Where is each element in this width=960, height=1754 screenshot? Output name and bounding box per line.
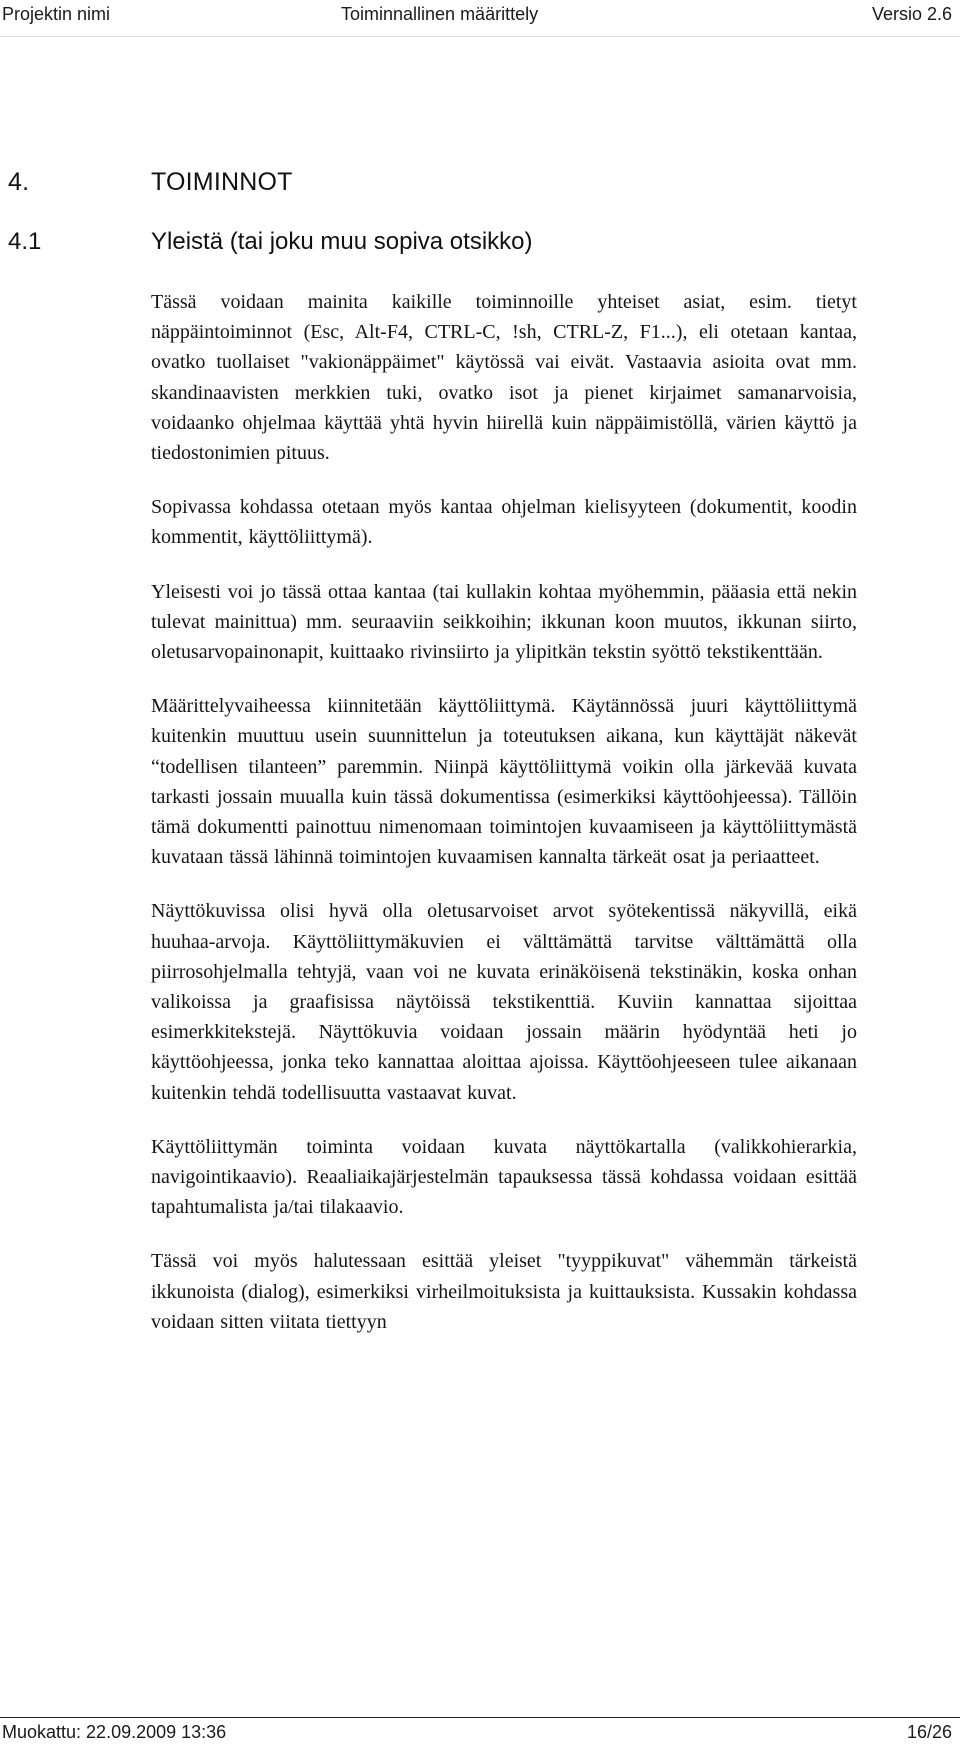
section-title: TOIMINNOT bbox=[151, 168, 293, 196]
paragraph: Tässä voi myös halutessaan esittää yleiset "tyyppikuvat" vähemmän tärkeistä ikkunoista (dialog), esimerkiksi virheilmoituksista ja kuittauksista. Kussakin kohdassa voidaan sitten viitata tiettyyn bbox=[151, 1250, 857, 1333]
paragraph: Yleisesti voi jo tässä ottaa kantaa (tai kullakin kohtaa myöhemmin, pääasia että nekin tulevat mainittua) mm. seuraaviin seikkoihin; ikkunan koon muutos, ikkunan siirto, oletusarvopainonapit, kuittaako rivinsiirto ja ylipitkän tekstin syöttö tekstikenttään. bbox=[151, 580, 857, 664]
page-header bbox=[0, 0, 960, 40]
paragraph: Käyttöliittymän toiminta voidaan kuvata näyttökartalla (valikkohierarkia, navigointikaavio). Reaaliaikajärjestelmän tapauksessa tässä kohdassa voidaan esittää tapahtumalista ja/tai tilakaavio. bbox=[151, 1135, 857, 1219]
footer-modified-date: Muokattu: 22.09.2009 13:36 bbox=[2, 1722, 227, 1742]
footer-divider bbox=[0, 1717, 960, 1718]
footer-page-number: 16/26 bbox=[906, 1722, 952, 1742]
subsection-title: Yleistä (tai joku muu sopiva otsikko) bbox=[151, 228, 533, 255]
header-document-type: Toiminnallinen määrittely bbox=[341, 4, 539, 24]
paragraph: Näyttökuvissa olisi hyvä olla oletusarvoiset arvot syötekentissä näkyvillä, eikä huuhaa-arvoja. Käyttöliittymäkuvien ei välttämättä tarvitse välttämättä olla piirrosohjelmalla tehtyjä, vaan voi ne kuvata erinäköisenä tekstinäkin, koska onhan valikoissa ja graafisissa näytöissä tekstikenttiä. Kuviin kannattaa sijoittaa esimerkkitekstejä. Näyttökuvia voidaan jossain määrin hyödyntää heti jo käyttöohjeessa, jonka teko kannattaa aloittaa ajoissa. Käyttöohjeeseen tulee aikanaan kuitenkin tehdä todellisuutta vastaavat kuvat. bbox=[151, 900, 857, 1104]
header-divider bbox=[0, 36, 960, 37]
paragraph: Tässä voidaan mainita kaikille toiminnoille yhteiset asiat, esim. tietyt näppäintoiminnot (Esc, Alt-F4, CTRL-C, !sh, CTRL-Z, F1...), eli otetaan kantaa, ovatko tuollaiset "vakionäppäimet" käytössä vai eivät. Vastaavia asioita ovat mm. skandinaavisten merkkien tuki, ovatko isot ja pienet kirjaimet samanarvoisia, voidaanko ohjelmaa käyttää yhtä hyvin hiirellä kuin näppäimistöllä, värien käyttö ja tiedostonimien pituus. bbox=[151, 291, 857, 465]
paragraph: Sopivassa kohdassa otetaan myös kantaa ohjelman kielisyyteen (dokumentit, koodin kommentit, käyttöliittymä). bbox=[151, 496, 857, 549]
page-footer bbox=[0, 1717, 960, 1754]
body-text bbox=[151, 287, 857, 1361]
header-version: Versio 2.6 bbox=[871, 4, 952, 24]
header-project-name: Projektin nimi bbox=[2, 4, 111, 24]
paragraph: Määrittelyvaiheessa kiinnitetään käyttöliittymä. Käytännössä juuri käyttöliittymä kuitenkin muuttuu usein suunnittelun ja toteutuksen aikana, kun käyttäjät näkevät “todellisen tilanteen” paremmin. Niinpä käyttöliittymä voikin olla järkevää kuvata tarkasti jossain muualla kuin tässä dokumentissa (esimerkiksi käyttöohjeessa). Tällöin tämä dokumentti painottuu nimenomaan toimintojen kuvaamiseen ja käyttöliittymästä kuvataan tässä lähinnä toimintojen kuvaamisen kannalta tärkeät osat ja periaatteet. bbox=[151, 695, 857, 869]
subsection-number: 4.1 bbox=[8, 228, 42, 255]
section-number: 4. bbox=[8, 168, 30, 196]
